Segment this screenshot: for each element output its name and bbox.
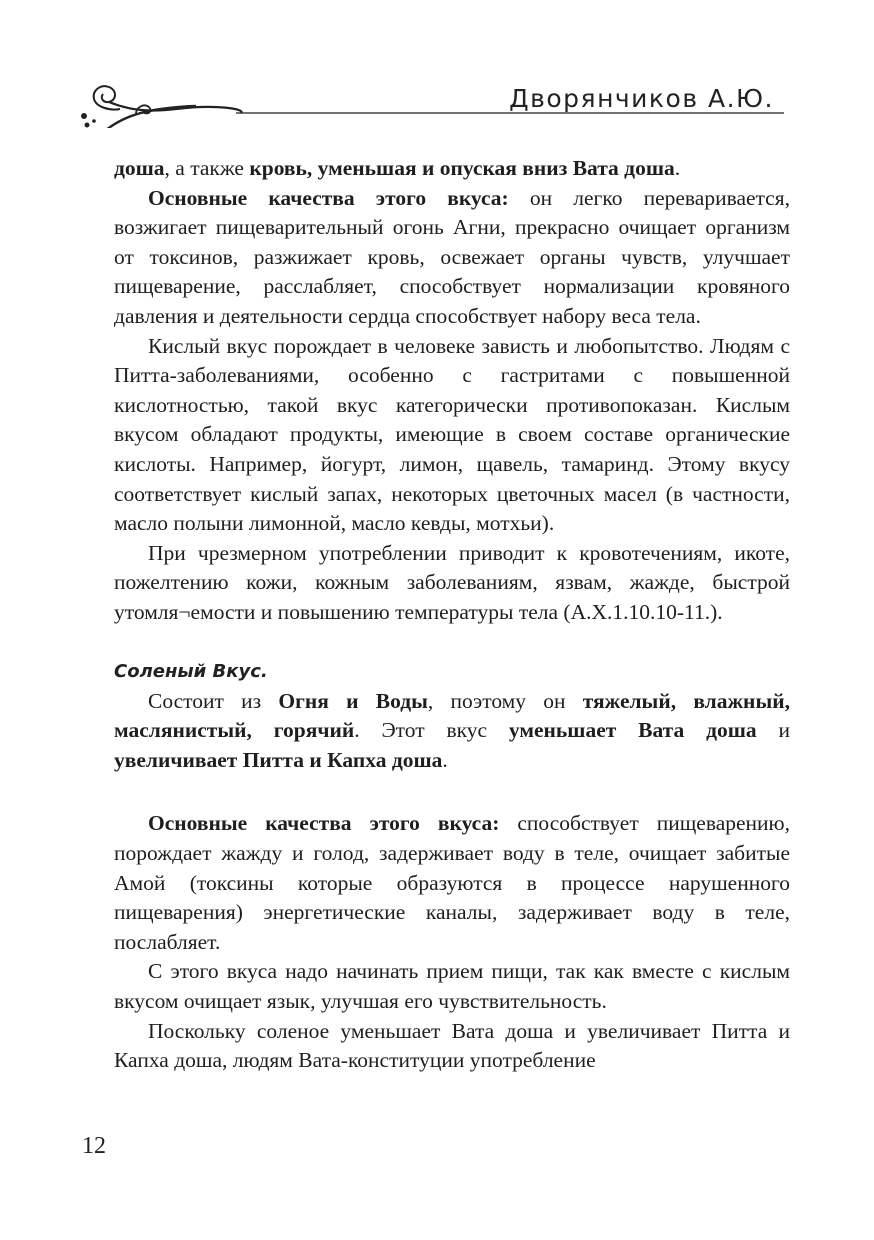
bold-text: доша [114,156,165,180]
text: Состоит из [148,688,279,713]
paragraph: При чрезмерном употреблении приводит к кровотечениям, икоте, пожелтению кожи, кожным заболеваниям, язвам, жажде, быстрой утомля¬емости и повышению температуры тела (А.Х.1.10.10-11.). [114,540,790,624]
bold-text: уменьшает Вата доша [508,718,757,743]
paragraph [114,687,790,776]
text: . [674,156,681,180]
paragraph [114,809,790,957]
section-heading: Соленый Вкус. [114,661,268,683]
running-header-author: Дворянчиков А.Ю. [509,84,774,113]
bold-lead: Основные качества этого вкуса: [148,185,509,210]
text: он легко переваривается, возжигает пищеварительный огонь Агни, прекрасно очищает организм от токсинов, разжижает кровь, освежает органы чувств, улучшает пищеварение, расслабляет, способствует нормализации кровяного давления и деятельности сердца способствует набору веса тела. [114,185,790,328]
page-number: 12 [82,1133,106,1159]
bold-text: Огня и Воды [278,688,428,713]
text: , поэтому он [427,688,583,713]
text: способствует пищеварению, порождает жажду и голод, задерживает воду в теле, очищает забитые Амой (токсины которые образуются в процессе нарушенного пищеварения) энергетические каналы, задерживает воду в теле, послабляет. [114,811,790,954]
paragraph [114,154,790,184]
page-body [114,154,790,1076]
text: . [442,747,448,772]
paragraph: Поскольку соленое уменьшает Вата доша и увеличивает Питта и Капха доша, людям Вата-конституции употребление [114,1018,790,1073]
spacer [114,628,790,658]
spacer [114,775,790,809]
paragraph: Кислый вкус порождает в человеке зависть и любопытство. Людям с Питта-заболеваниями, особенно с гастритами с повышенной кислотностью, такой вкус категорически противопоказан. Кислым вкусом обладают продукты, имеющие в своем составе органические кислоты. Например, йогурт, лимон, щавель, тамаринд. Этому вкусу соответствует кислый запах, некоторых цветочных масел (в частности, масло полыни лимонной, масло кевды, мотхьи). [114,333,790,536]
bold-text: тяжелый, влажный, маслянистый, горячий [114,688,790,743]
text: . Этот вкус [354,718,509,743]
bold-lead: Основные качества этого вкуса: [148,811,500,836]
bold-text: кровь, уменьшая и опуская вниз Вата доша [249,156,675,180]
paragraph [114,184,790,332]
paragraph: С этого вкуса надо начинать прием пищи, так как вместе с кислым вкусом очищает язык, улучшая его чувствительность. [114,959,790,1014]
bold-text: увеличивает Питта и Капха доша [114,747,443,772]
text: , а также [164,156,250,180]
text: и [756,718,790,743]
